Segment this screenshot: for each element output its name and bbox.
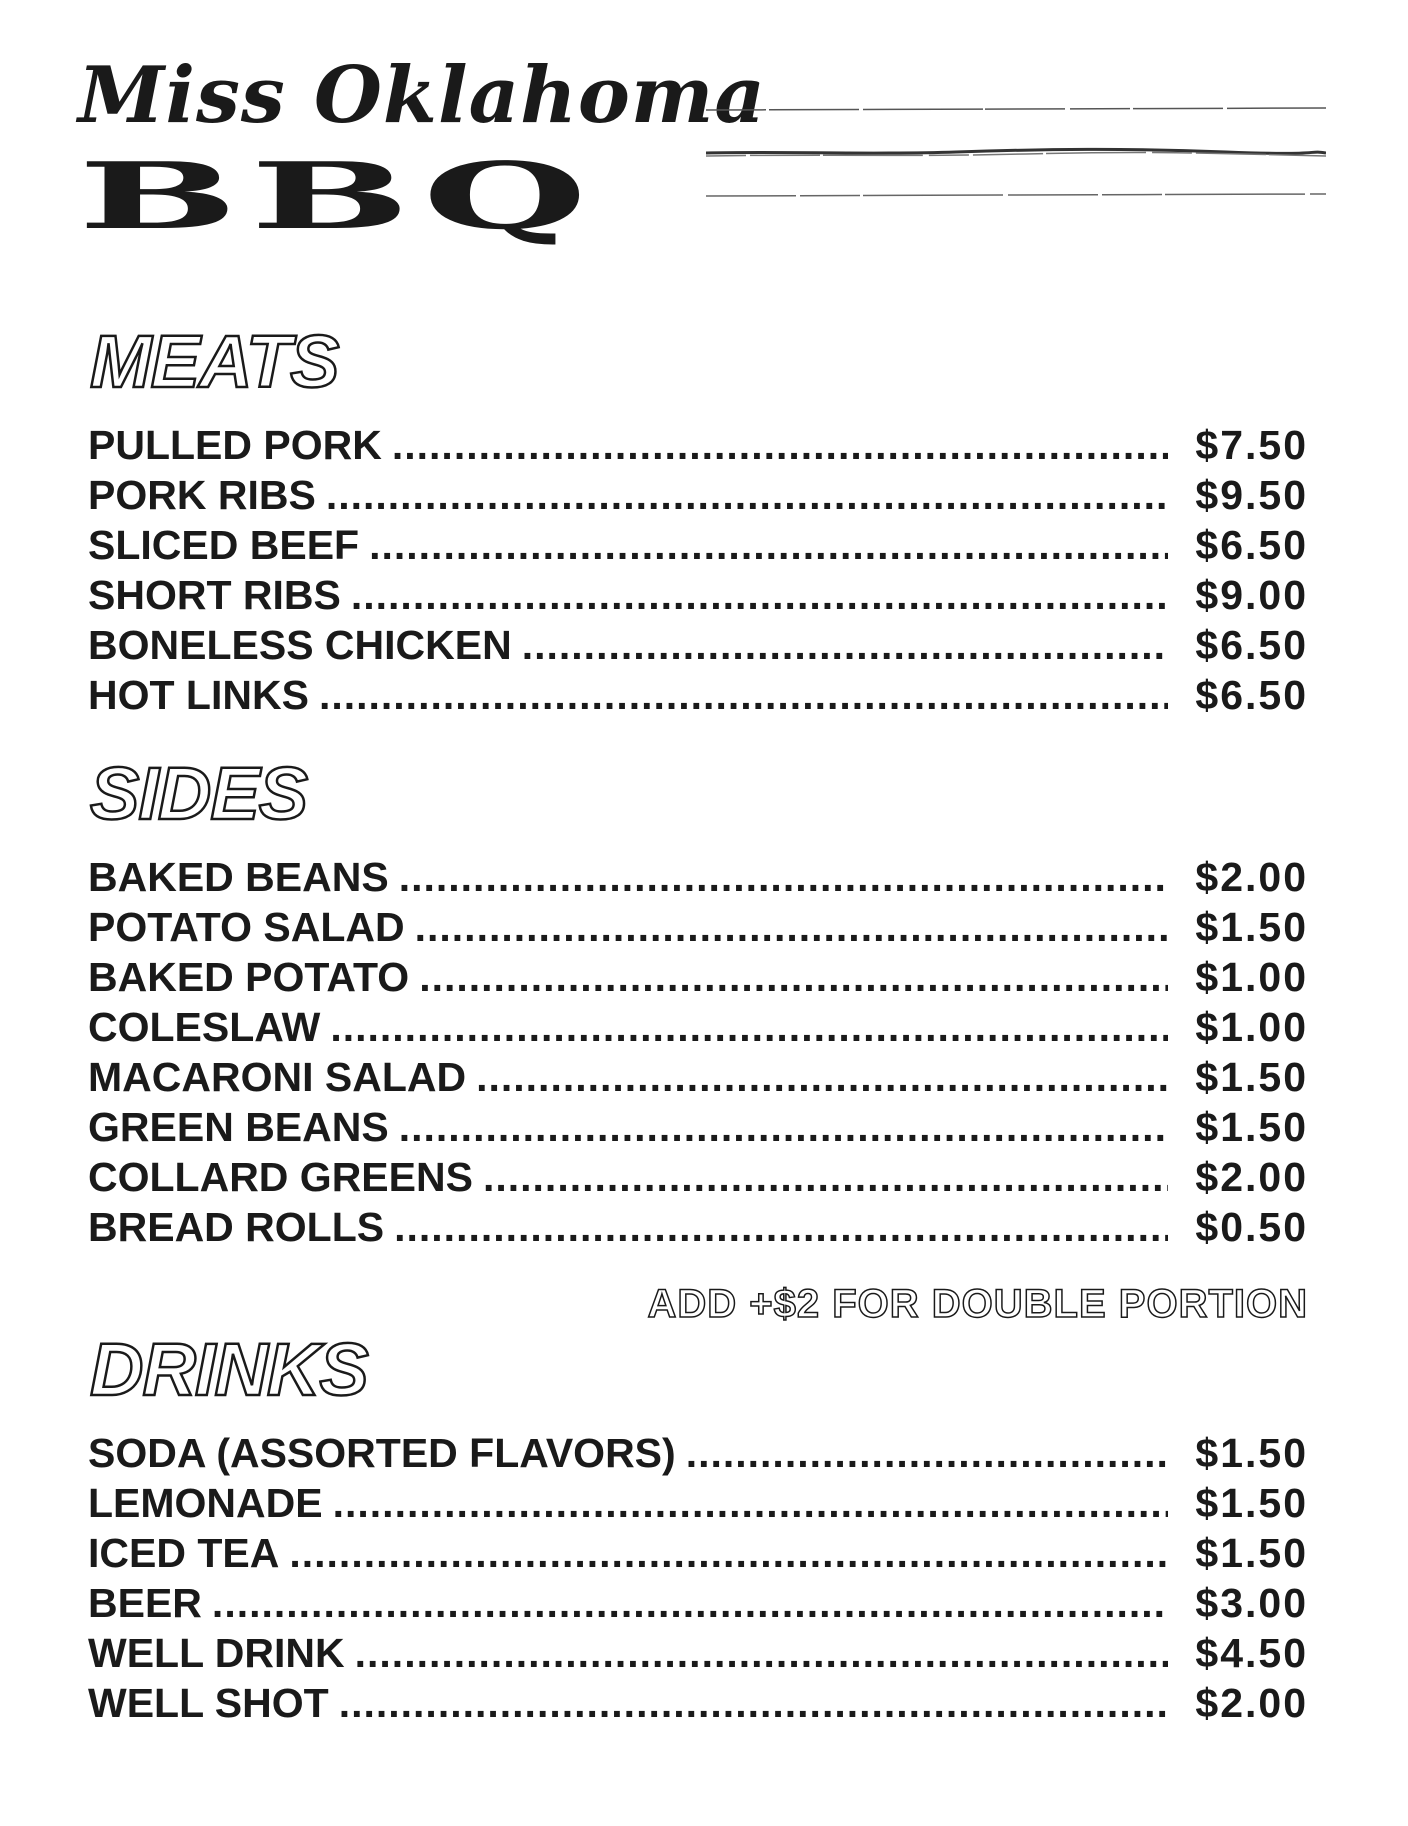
- menu-item-row: [88, 570, 1308, 620]
- menu-item-row: [88, 1578, 1308, 1628]
- dot-leader: [476, 1052, 1168, 1102]
- dot-leader: [355, 1628, 1168, 1678]
- meats-heading: MEATS: [90, 320, 339, 403]
- dot-leader: [399, 852, 1168, 902]
- restaurant-name-bbq: BBQ: [78, 141, 600, 250]
- dot-leader: [419, 952, 1168, 1002]
- menu-item-row: [88, 1152, 1308, 1202]
- menu-item-row: [88, 1052, 1308, 1102]
- menu-item-price: $6.50: [1195, 672, 1308, 718]
- menu-item-price: $1.50: [1195, 1430, 1308, 1476]
- menu-item-price: $1.50: [1195, 1530, 1308, 1576]
- dot-leader: [399, 1102, 1168, 1152]
- dot-leader: [415, 902, 1168, 952]
- menu-item-name: BREAD ROLLS: [88, 1204, 385, 1250]
- menu-item-price: $7.50: [1195, 422, 1308, 468]
- menu-item-name: HOT LINKS: [88, 672, 309, 718]
- menu-item-row: [88, 852, 1308, 902]
- dot-leader: [392, 420, 1168, 470]
- menu-item-price: $4.50: [1195, 1630, 1308, 1676]
- menu-item-price: $3.00: [1195, 1580, 1308, 1626]
- menu-item-name: PULLED PORK: [88, 422, 382, 468]
- menu-item-name: SODA (ASSORTED FLAVORS): [88, 1430, 676, 1476]
- dot-leader: [686, 1428, 1168, 1478]
- menu-item-row: [88, 420, 1308, 470]
- menu-item-name: MACARONI SALAD: [88, 1054, 467, 1100]
- menu-item-price: $0.50: [1195, 1204, 1308, 1250]
- menu-item-row: [88, 1428, 1308, 1478]
- menu-item-row: [88, 1478, 1308, 1528]
- meats-section: [88, 322, 1308, 720]
- menu-item-name: WELL SHOT: [88, 1680, 329, 1726]
- menu-item-name: LEMONADE: [88, 1480, 323, 1526]
- menu-item-price: $1.00: [1195, 954, 1308, 1000]
- menu-item-price: $1.50: [1195, 1480, 1308, 1526]
- dot-leader: [326, 470, 1168, 520]
- menu-item-price: $1.50: [1195, 1054, 1308, 1100]
- menu-item-name: BAKED POTATO: [88, 954, 410, 1000]
- menu-item-row: [88, 620, 1308, 670]
- menu-item-name: WELL DRINK: [88, 1630, 345, 1676]
- menu-item-row: [88, 470, 1308, 520]
- menu-item-price: $2.00: [1195, 854, 1308, 900]
- menu-item-row: [88, 1628, 1308, 1678]
- dot-leader: [522, 620, 1168, 670]
- menu-item-row: [88, 1678, 1308, 1728]
- dot-leader: [351, 570, 1168, 620]
- menu-item-row: [88, 1202, 1308, 1252]
- menu-item-name: SLICED BEEF: [88, 522, 360, 568]
- menu-item-row: [88, 1102, 1308, 1152]
- menu-item-row: [88, 952, 1308, 1002]
- menu-item-name: PORK RIBS: [88, 472, 316, 518]
- menu-item-price: $2.00: [1195, 1680, 1308, 1726]
- menu-item-name: GREEN BEANS: [88, 1104, 389, 1150]
- menu-item-name: BONELESS CHICKEN: [88, 622, 512, 668]
- menu-item-price: $9.00: [1195, 572, 1308, 618]
- menu-item-name: POTATO SALAD: [88, 904, 405, 950]
- dot-leader: [483, 1152, 1168, 1202]
- menu-item-name: SHORT RIBS: [88, 572, 341, 618]
- menu-item-price: $1.50: [1195, 1104, 1308, 1150]
- double-portion-note: ADD +$2 FOR DOUBLE PORTION: [647, 1282, 1308, 1326]
- dot-leader: [319, 670, 1168, 720]
- menu-header: [78, 50, 1328, 260]
- dot-leader: [369, 520, 1168, 570]
- restaurant-name-script: Miss Oklahoma: [78, 50, 766, 141]
- sides-heading: SIDES: [90, 752, 308, 835]
- menu-item-price: $2.00: [1195, 1154, 1308, 1200]
- dot-leader: [330, 1002, 1168, 1052]
- menu-item-row: [88, 902, 1308, 952]
- menu-item-name: BAKED BEANS: [88, 854, 389, 900]
- menu-item-name: ICED TEA: [88, 1530, 280, 1576]
- menu-item-price: $1.00: [1195, 1004, 1308, 1050]
- drinks-section: [88, 1330, 1308, 1728]
- menu-item-row: [88, 520, 1308, 570]
- menu-item-name: COLESLAW: [88, 1004, 321, 1050]
- menu-item-row: [88, 1002, 1308, 1052]
- menu-item-name: BEER: [88, 1580, 202, 1626]
- sides-section: [88, 754, 1308, 1326]
- dot-leader: [394, 1202, 1168, 1252]
- dot-leader: [339, 1678, 1168, 1728]
- dot-leader: [289, 1528, 1168, 1578]
- decorative-brush-lines: [706, 102, 1326, 212]
- dot-leader: [333, 1478, 1168, 1528]
- menu-item-price: $9.50: [1195, 472, 1308, 518]
- dot-leader: [212, 1578, 1168, 1628]
- menu-item-price: $1.50: [1195, 904, 1308, 950]
- menu-item-name: COLLARD GREENS: [88, 1154, 473, 1200]
- menu-item-price: $6.50: [1195, 522, 1308, 568]
- menu-item-row: [88, 1528, 1308, 1578]
- menu-item-price: $6.50: [1195, 622, 1308, 668]
- menu-item-row: [88, 670, 1308, 720]
- drinks-heading: DRINKS: [90, 1328, 368, 1411]
